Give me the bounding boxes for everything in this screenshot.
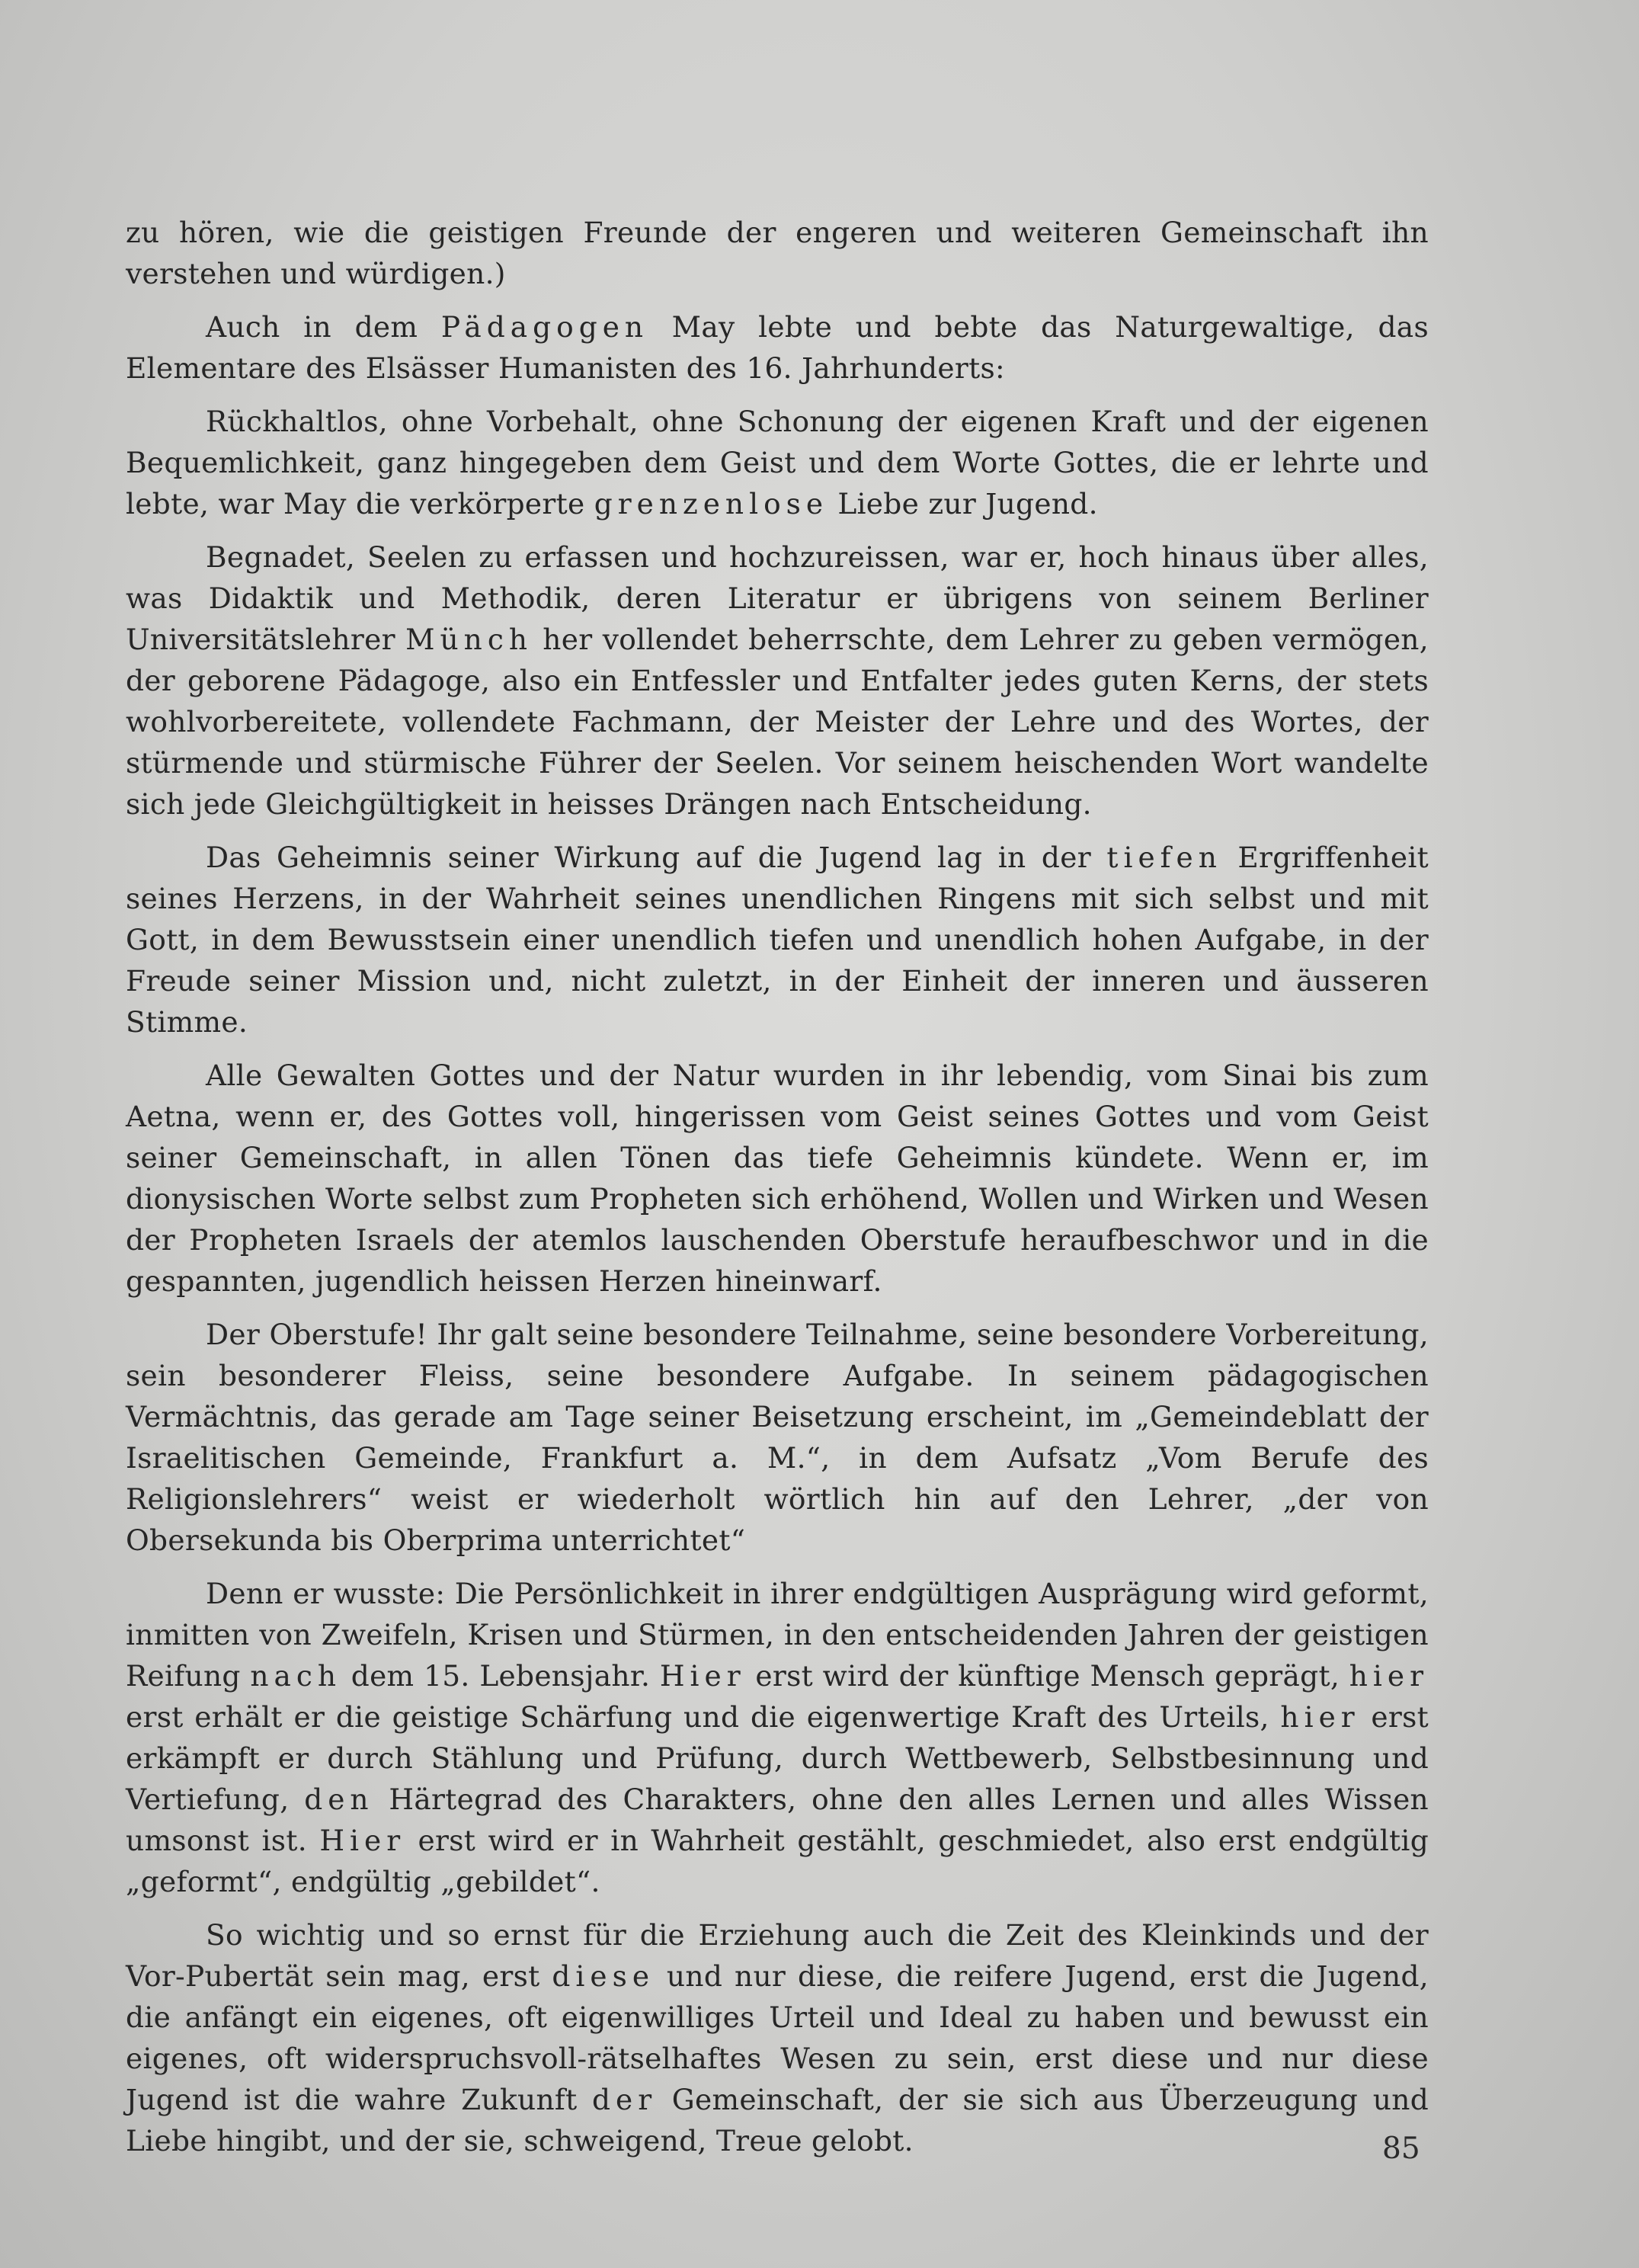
paragraph <box>126 837 1429 1043</box>
emphasized-text: hier <box>1280 1700 1360 1734</box>
paragraph-text: Liebe zur Jugend. <box>828 487 1098 521</box>
paragraph-text: Härtegrad des Charakters, ohne den alles Lernen und alles Wissen umsonst ist. <box>126 1783 1429 1857</box>
paragraph <box>126 1573 1429 1902</box>
paragraph-text: erst wird er in Wahrheit gestählt, geschmiedet, also erst endgültig „geformt“, endgültig „gebildet“. <box>126 1824 1429 1898</box>
paragraph-text: Der Oberstufe! Ihr galt seine besondere Teilnahme, seine besondere Vorbereitung, sein besonderer Fleiss, seine besondere Aufgabe. In seinem pädagogischen Vermächtnis, das gerade am Tage seiner Beisetzung erscheint, im „Gemeindeblatt der Israelitischen Gemeinde, Frankfurt a. M.“, in dem Aufsatz „Vom Berufe des Religionslehrers“ weist er wiederholt wörtlich hin auf den Lehrer, „der von Obersekunda bis Oberprima unterrichtet“ <box>126 1318 1429 1557</box>
paragraph <box>126 1314 1429 1561</box>
emphasized-text: der <box>592 2083 658 2116</box>
paragraph-text: erst erkämpft er durch Stählung und Prüfung, durch Wettbewerb, Selbstbesinnung und Vertiefung, <box>126 1700 1429 1816</box>
paragraph-text: Alle Gewalten Gottes und der Natur wurden in ihr lebendig, vom Sinai bis zum Aetna, wenn er, des Gottes voll, hingerissen vom Geist seines Gottes und vom Geist seiner Gemeinschaft, in allen Tönen das tiefe Geheimnis kündete. Wenn er, im dionysischen Worte selbst zum Propheten sich erhöhend, Wollen und Wirken und Wesen der Propheten Israels der atemlos lauschenden Oberstufe heraufbeschwor und in die gespannten, jugendlich heissen Herzen hineinwarf. <box>126 1059 1429 1298</box>
emphasized-text: diese <box>552 1959 655 1993</box>
emphasized-text: nach <box>250 1659 342 1693</box>
paragraph-text: erst erhält er die geistige Schärfung und die eigenwertige Kraft des Urteils, <box>126 1700 1281 1734</box>
paragraph <box>126 537 1429 825</box>
paragraph-text: Begnadet, Seelen zu erfassen und hochzureissen, war er, hoch hinaus über alles, was Didaktik und Methodik, deren Literatur er übrigens von seinem Berliner Universitätslehrer <box>126 540 1429 656</box>
paragraph-text: zu hören, wie die geistigen Freunde der engeren und weiteren Gemeinschaft ihn verstehen und würdigen.) <box>126 216 1429 290</box>
paragraph-text: Gemeinschaft, der sie sich aus Überzeugung und Liebe hingibt, und der sie, schweigend, Treue gelobt. <box>126 2083 1429 2157</box>
paragraph-text: her vollendet beherrschte, dem Lehrer zu geben vermögen, der geborene Pädagoge, also ein Entfessler und Entfalter jedes guten Kerns, der stets wohlvorbereitete, vollendete Fachmann, der Meister der Lehre und des Wortes, der stürmende und stürmische Führer der Seelen. Vor seinem heischenden Wort wandelte sich jede Gleichgültigkeit in heisses Drängen nach Entscheidung. <box>126 623 1429 821</box>
paragraph-text: Auch in dem <box>206 310 441 344</box>
paragraph-text: und nur diese, die reifere Jugend, erst die Jugend, die anfängt ein eigenes, oft eigenwilliges Urteil und Ideal zu haben und bewusst ein eigenes, oft widerspruchsvoll-rätselhaftes Wesen zu sein, erst diese und nur diese Jugend ist die wahre Zukunft <box>126 1959 1429 2116</box>
emphasized-text: Hier <box>659 1659 746 1693</box>
paragraph-text: So wichtig und so ernst für die Erziehung auch die Zeit des Kleinkinds und der Vor-Pubertät sein mag, erst <box>126 1918 1429 1993</box>
body-text <box>126 212 1429 2174</box>
paragraph-text: Ergriffenheit seines Herzens, in der Wahrheit seines unendlichen Ringens mit sich selbst und mit Gott, in dem Bewusstsein einer unendlich tiefen und unendlich hohen Aufgabe, in der Freude seiner Mission und, nicht zuletzt, in der Einheit der inneren und äusseren Stimme. <box>126 841 1429 1039</box>
paragraph-text: erst wird der künftige Mensch geprägt, <box>745 1659 1349 1693</box>
emphasized-text: den <box>304 1783 374 1816</box>
paragraph <box>126 212 1429 294</box>
paragraph-text: Denn er wusste: Die Persönlichkeit in ihrer endgültigen Ausprägung wird geformt, inmitten von Zweifeln, Krisen und Stürmen, in den entscheidenden Jahren der geistigen Reifung <box>126 1577 1429 1693</box>
paragraph-text: Rückhaltlos, ohne Vorbehalt, ohne Schonung der eigenen Kraft und der eigenen Bequemlichkeit, ganz hingegeben dem Geist und dem Worte Gottes, die er lehrte und lebte, war May die verkörperte <box>126 405 1429 521</box>
paragraph-text: Das Geheimnis seiner Wirkung auf die Jugend lag in der <box>206 841 1107 874</box>
emphasized-text: Hier <box>319 1824 406 1857</box>
emphasized-text: hier <box>1349 1659 1429 1693</box>
paragraph-text: May lebte und bebte das Naturgewaltige, das Elementare des Elsässer Humanisten des 16. Jahrhunderts: <box>126 310 1429 385</box>
paragraph <box>126 306 1429 389</box>
paragraph <box>126 1055 1429 1302</box>
page-number: 85 <box>1382 2132 1420 2166</box>
emphasized-text: Münch <box>405 623 533 656</box>
emphasized-text: grenzenlose <box>594 487 829 521</box>
paragraph-text: dem 15. Lebensjahr. <box>341 1659 660 1693</box>
paragraph <box>126 401 1429 524</box>
paragraph <box>126 1914 1429 2161</box>
emphasized-text: Pädagogen <box>440 310 649 344</box>
emphasized-text: tiefen <box>1106 841 1222 874</box>
